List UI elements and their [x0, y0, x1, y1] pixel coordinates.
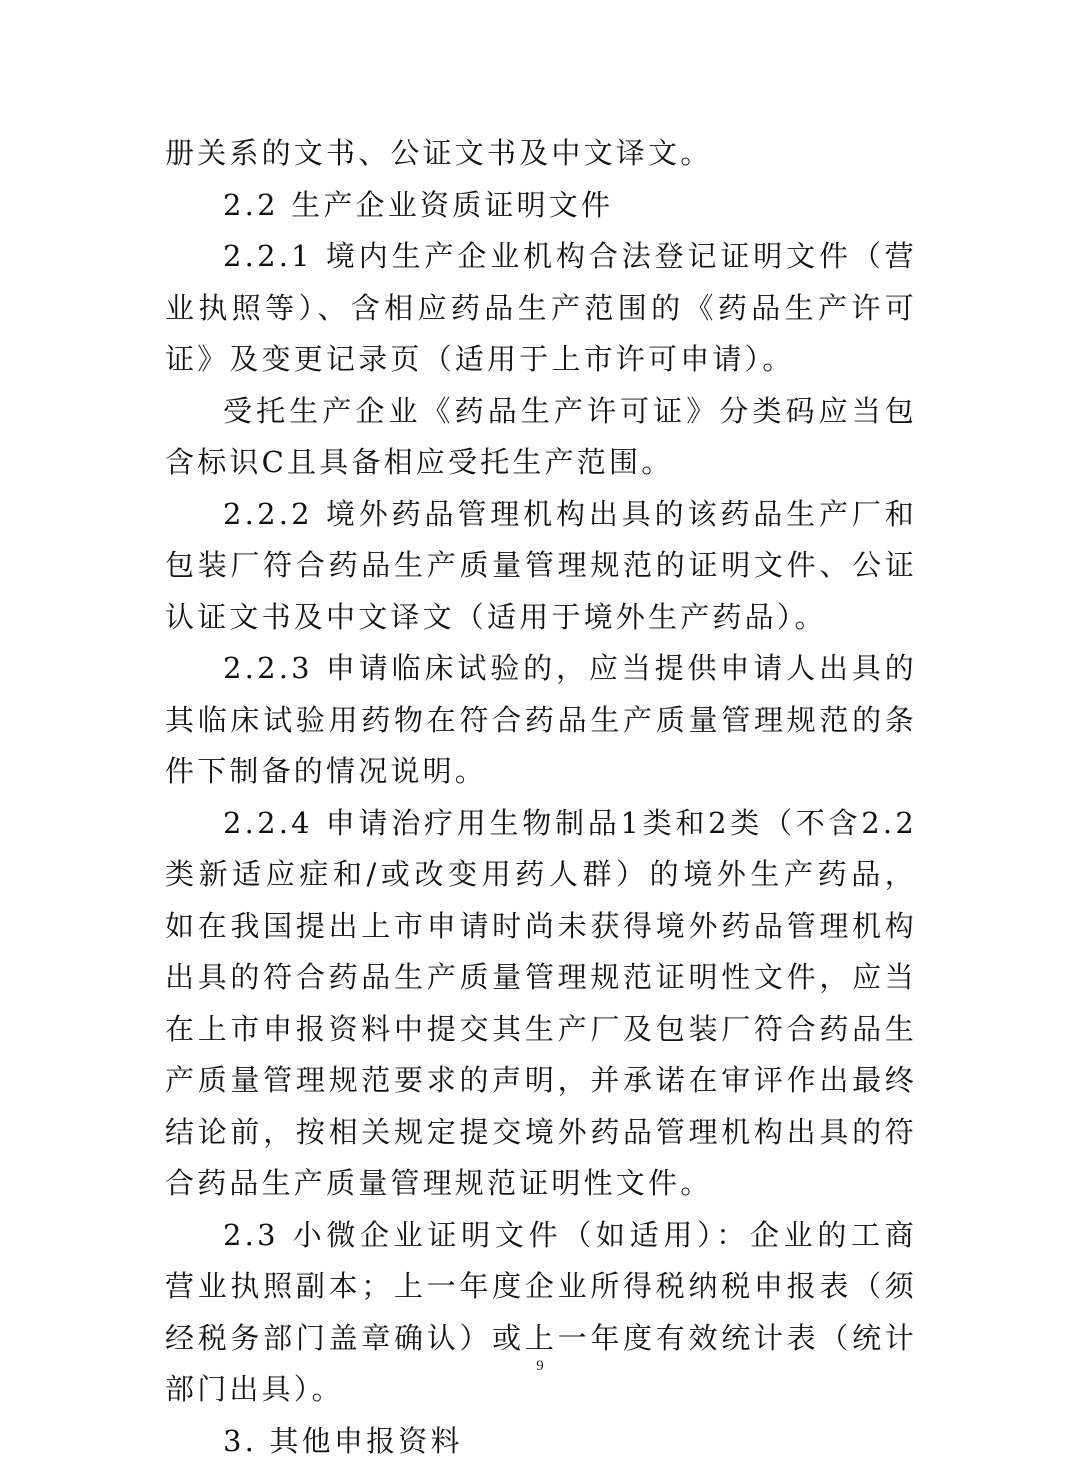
paragraph-2-2-2: 2.2.2 境外药品管理机构出具的该药品生产厂和包装厂符合药品生产质量管理规范的证明文件、公证认证文书及中文译文（适用于境外生产药品）。 — [165, 489, 917, 644]
paragraph-2-3: 2.3 小微企业证明文件（如适用）：企业的工商营业执照副本；上一年度企业所得税纳税申报表（须经税务部门盖章确认）或上一年度有效统计表（统计部门出具）。 — [165, 1210, 917, 1416]
paragraph-2-2-3: 2.2.3 申请临床试验的，应当提供申请人出具的其临床试验用药物在符合药品生产质量管理规范的条件下制备的情况说明。 — [165, 643, 917, 798]
paragraph-2-2-1: 2.2.1 境内生产企业机构合法登记证明文件（营业执照等）、含相应药品生产范围的《药品生产许可证》及变更记录页（适用于上市许可申请）。 — [165, 231, 917, 386]
paragraph-2-2-4: 2.2.4 申请治疗用生物制品1类和2类（不含2.2类新适应症和/或改变用药人群）的境外生产药品，如在我国提出上市申请时尚未获得境外药品管理机构出具的符合药品生产质量管理规范证明性文件，应当在上市申报资料中提交其生产厂及包装厂符合药品生产质量管理规范要求的声明，并承诺在审评作出最终结论前，按相关规定提交境外药品管理机构出具的符合药品生产质量管理规范证明性文件。 — [165, 798, 917, 1210]
paragraph-continuation: 册关系的文书、公证文书及中文译文。 — [165, 128, 917, 180]
section-heading-3: 3. 其他申报资料 — [165, 1416, 917, 1467]
paragraph-entrusted-production: 受托生产企业《药品生产许可证》分类码应当包含标识C且具备相应受托生产范围。 — [165, 386, 917, 489]
section-heading-2-2: 2.2 生产企业资质证明文件 — [165, 180, 917, 232]
page-body — [165, 128, 917, 1467]
page-number: 9 — [0, 1358, 1080, 1375]
